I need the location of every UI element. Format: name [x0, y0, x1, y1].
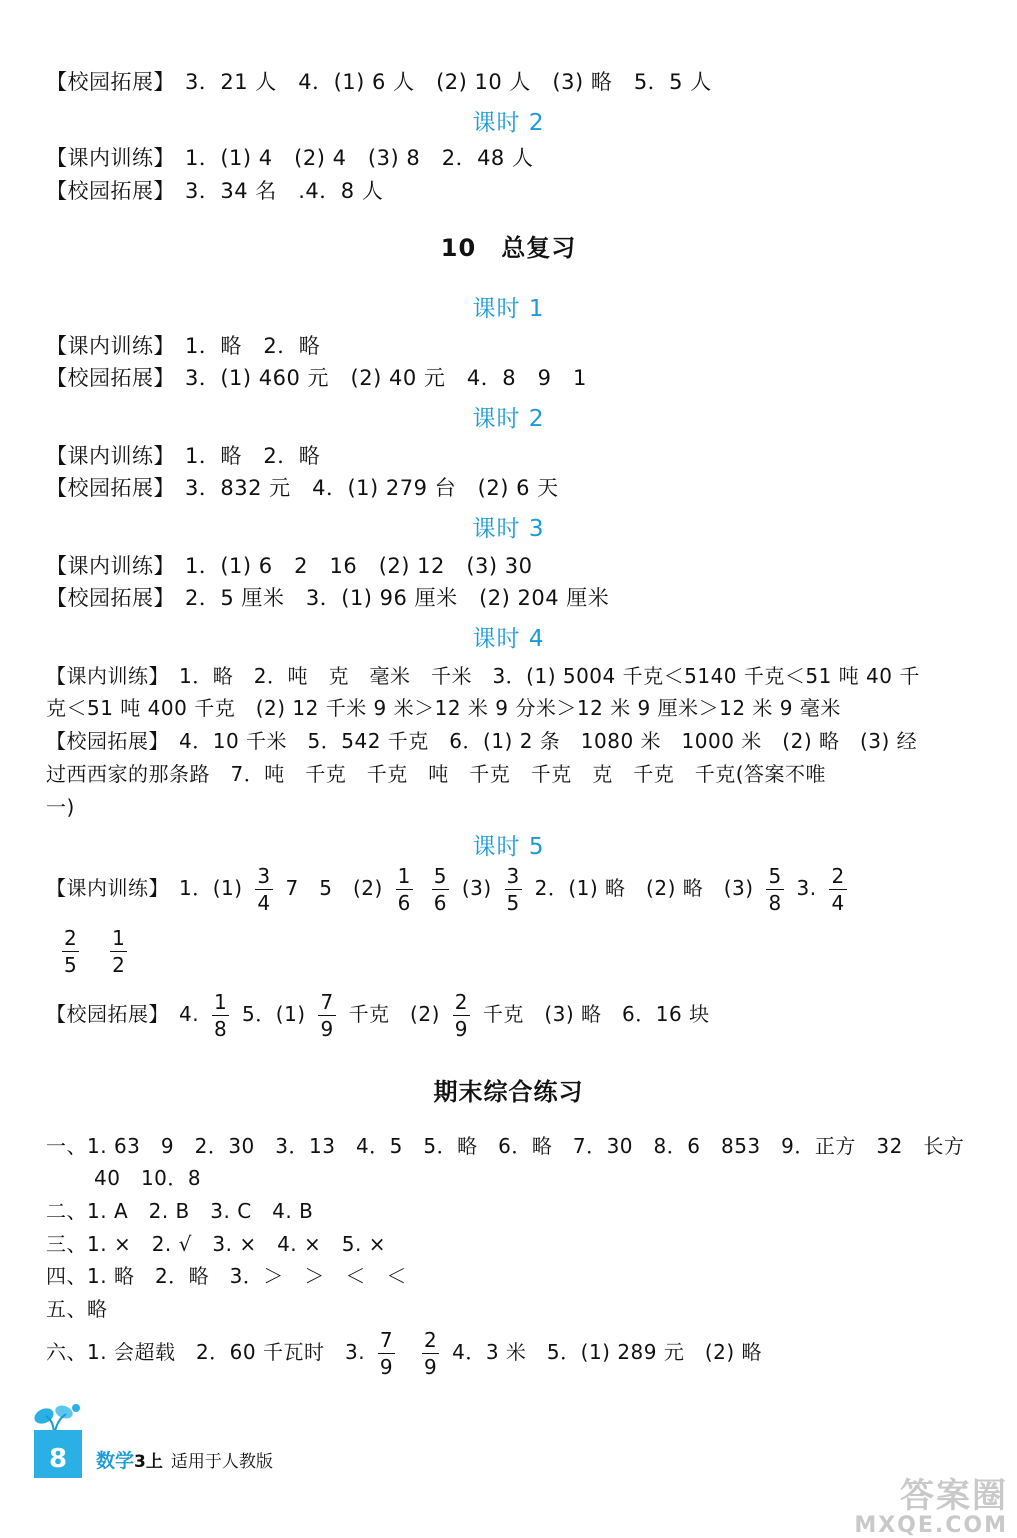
answer-text: 5．(1)	[242, 1002, 306, 1026]
answer-text: 3．832 元 4．(1) 279 台 (2) 6 天	[185, 476, 559, 500]
answer-text: 三、1. × 2. √ 3. × 4. × 5. ×	[46, 1232, 386, 1256]
answer-line	[46, 330, 320, 360]
answer-line	[46, 692, 841, 721]
section-label: 【校园拓展】	[46, 179, 175, 203]
footer-grade: 3上	[134, 1452, 163, 1472]
answer-text: 4．3 米 5．(1) 289 元 (2) 略	[452, 1340, 763, 1364]
fraction-numerator: 1	[112, 926, 126, 950]
answer-text: 40 10．8	[94, 1166, 202, 1190]
answer-line	[46, 1330, 762, 1377]
fraction-denominator: 9	[320, 1017, 334, 1041]
answer-text: 2．(1) 略 (2) 略 (3)	[534, 876, 754, 900]
watermark	[848, 1468, 1008, 1538]
answer-line	[46, 1260, 407, 1289]
answer-text: 1．略 2．略	[185, 444, 321, 468]
answer-text: 过西西家的那条路 7．吨 千克 千克 吨 千克 千克 克 千克 千克(答案不唯	[46, 762, 827, 786]
answer-text: 1．略 2．略	[185, 334, 321, 358]
fraction-denominator: 6	[397, 891, 411, 915]
fraction-numerator: 3	[257, 864, 271, 888]
fraction-denominator: 5	[64, 953, 78, 977]
answer-line	[46, 1130, 964, 1159]
section-label: 【课内训练】	[46, 664, 169, 688]
lesson-heading: 课时 2	[472, 406, 545, 432]
answer-line	[94, 1162, 201, 1191]
fraction	[110, 928, 127, 975]
answer-text: 一、1. 63 9 2．30 3．13 4．5 5．略 6．略 7．30 8．6 853 9．正方 32 长方	[46, 1134, 965, 1158]
fraction-denominator: 4	[831, 891, 845, 915]
answer-text: 1．(1) 4 (2) 4 (3) 8 2．48 人	[185, 146, 534, 170]
fraction-numerator: 1	[397, 864, 411, 888]
fraction	[378, 1330, 395, 1377]
fraction	[766, 866, 783, 913]
lesson-heading: 课时 1	[472, 296, 545, 322]
answer-line	[46, 725, 917, 754]
watermark-url: MXQE.COM	[854, 1513, 1008, 1538]
fraction-numerator: 2	[454, 990, 468, 1014]
answer-line	[46, 472, 559, 502]
fraction-denominator: 8	[768, 891, 782, 915]
answer-text: 四、1. 略 2．略 3．＞ ＞ ＜ ＜	[46, 1264, 407, 1288]
section-label: 【校园拓展】	[46, 729, 169, 753]
answer-line	[46, 175, 383, 205]
fraction-numerator: 7	[320, 990, 334, 1014]
fraction	[212, 992, 229, 1039]
section-label: 【课内训练】	[46, 146, 175, 170]
fraction	[505, 866, 522, 913]
fraction-denominator: 9	[424, 1355, 438, 1379]
fraction-denominator: 5	[506, 891, 520, 915]
section-label: 【校园拓展】	[46, 1002, 169, 1026]
answer-text: 克＜51 吨 400 千克 (2) 12 千米 9 米＞12 米 9 分米＞12 米 9 厘米＞12 米 9 毫米	[46, 696, 841, 720]
answer-line	[46, 362, 587, 392]
answer-line	[46, 866, 853, 913]
chapter-heading: 期末综合练习	[433, 1078, 584, 1106]
answer-text: 4．10 千米 5．542 千克 6．(1) 2 条 1080 米 1000 米 (2) 略 (3) 经	[179, 729, 918, 753]
answer-line	[46, 142, 533, 172]
answer-line	[46, 582, 609, 612]
fraction-numerator: 2	[424, 1328, 438, 1352]
answer-line	[46, 66, 712, 96]
lesson-heading: 课时 4	[472, 626, 545, 652]
page-number: 8	[34, 1430, 82, 1478]
fraction-denominator: 9	[454, 1017, 468, 1041]
lesson-heading: 课时 2	[472, 110, 545, 136]
section-label: 【课内训练】	[46, 444, 175, 468]
answer-text: 六、1. 会超载 2．60 千瓦时 3.	[46, 1340, 366, 1364]
fraction-numerator: 2	[64, 926, 78, 950]
fraction	[422, 1330, 439, 1377]
answer-text: (3)	[461, 876, 492, 900]
answer-line	[46, 660, 920, 689]
answer-line	[46, 1195, 313, 1224]
answer-text: 3．34 名 .4．8 人	[185, 179, 384, 203]
fraction	[396, 866, 413, 913]
fraction-denominator: 4	[257, 891, 271, 915]
answer-text: 3．21 人 4．(1) 6 人 (2) 10 人 (3) 略 5．5 人	[185, 70, 712, 94]
fraction	[318, 992, 335, 1039]
fraction-denominator: 9	[379, 1355, 394, 1379]
footer-edition: 适用于人教版	[170, 1452, 273, 1472]
fraction	[829, 866, 846, 913]
fraction-denominator: 6	[433, 891, 447, 915]
answer-text: 3．(1) 460 元 (2) 40 元 4．8 9 1	[185, 366, 587, 390]
footer-book-title	[96, 1446, 273, 1473]
lesson-heading: 课时 5	[472, 834, 545, 860]
answer-text: 一)	[46, 795, 75, 819]
fraction-numerator: 1	[213, 990, 228, 1014]
answer-line	[46, 440, 320, 470]
answer-line	[46, 791, 75, 820]
lesson-heading: 课时 3	[472, 516, 545, 542]
answer-text: 1．(1) 6 2 16 (2) 12 (3) 30	[185, 554, 533, 578]
footer-subject: 数学	[96, 1450, 135, 1472]
answer-text: 五、略	[46, 1297, 108, 1321]
answer-line	[46, 992, 710, 1039]
answer-text: 2．5 厘米 3．(1) 96 厘米 (2) 204 厘米	[185, 586, 610, 610]
section-label: 【校园拓展】	[46, 70, 175, 94]
answer-line	[46, 1228, 386, 1257]
section-label: 【课内训练】	[46, 554, 175, 578]
chapter-heading: 10 总复习	[440, 234, 577, 262]
watermark-title: 答案圈	[900, 1476, 1008, 1516]
answer-line	[46, 758, 826, 787]
fraction-numerator: 5	[768, 864, 782, 888]
answer-text: 7 5 (2)	[285, 876, 383, 900]
fraction-numerator: 7	[379, 1328, 394, 1352]
answer-line	[46, 1293, 108, 1322]
answer-text: 千克 (2)	[348, 1002, 440, 1026]
fraction	[62, 928, 79, 975]
fraction-numerator: 2	[831, 864, 845, 888]
answer-text: 1．(1)	[179, 876, 243, 900]
fraction-numerator: 3	[506, 864, 520, 888]
answer-text: 二、1. A 2. B 3. C 4. B	[46, 1199, 314, 1223]
answer-text: 1．略 2．吨 克 毫米 千米 3．(1) 5004 千克＜5140 千克＜51 吨 40 千	[179, 664, 920, 688]
section-label: 【校园拓展】	[46, 586, 175, 610]
fraction-denominator: 2	[112, 953, 126, 977]
section-label: 【校园拓展】	[46, 366, 175, 390]
fraction	[432, 866, 449, 913]
fraction	[255, 866, 272, 913]
section-label: 【校园拓展】	[46, 476, 175, 500]
answer-line	[46, 550, 533, 580]
fraction	[453, 992, 470, 1039]
section-label: 【课内训练】	[46, 334, 175, 358]
fraction-denominator: 8	[213, 1017, 228, 1041]
fraction-numerator: 5	[433, 864, 447, 888]
answer-line	[62, 928, 133, 975]
answer-text: 千克 (3) 略 6．16 块	[482, 1002, 710, 1026]
answer-text: 3.	[796, 876, 817, 900]
answer-text: 4.	[179, 1002, 200, 1026]
section-label: 【课内训练】	[46, 876, 169, 900]
